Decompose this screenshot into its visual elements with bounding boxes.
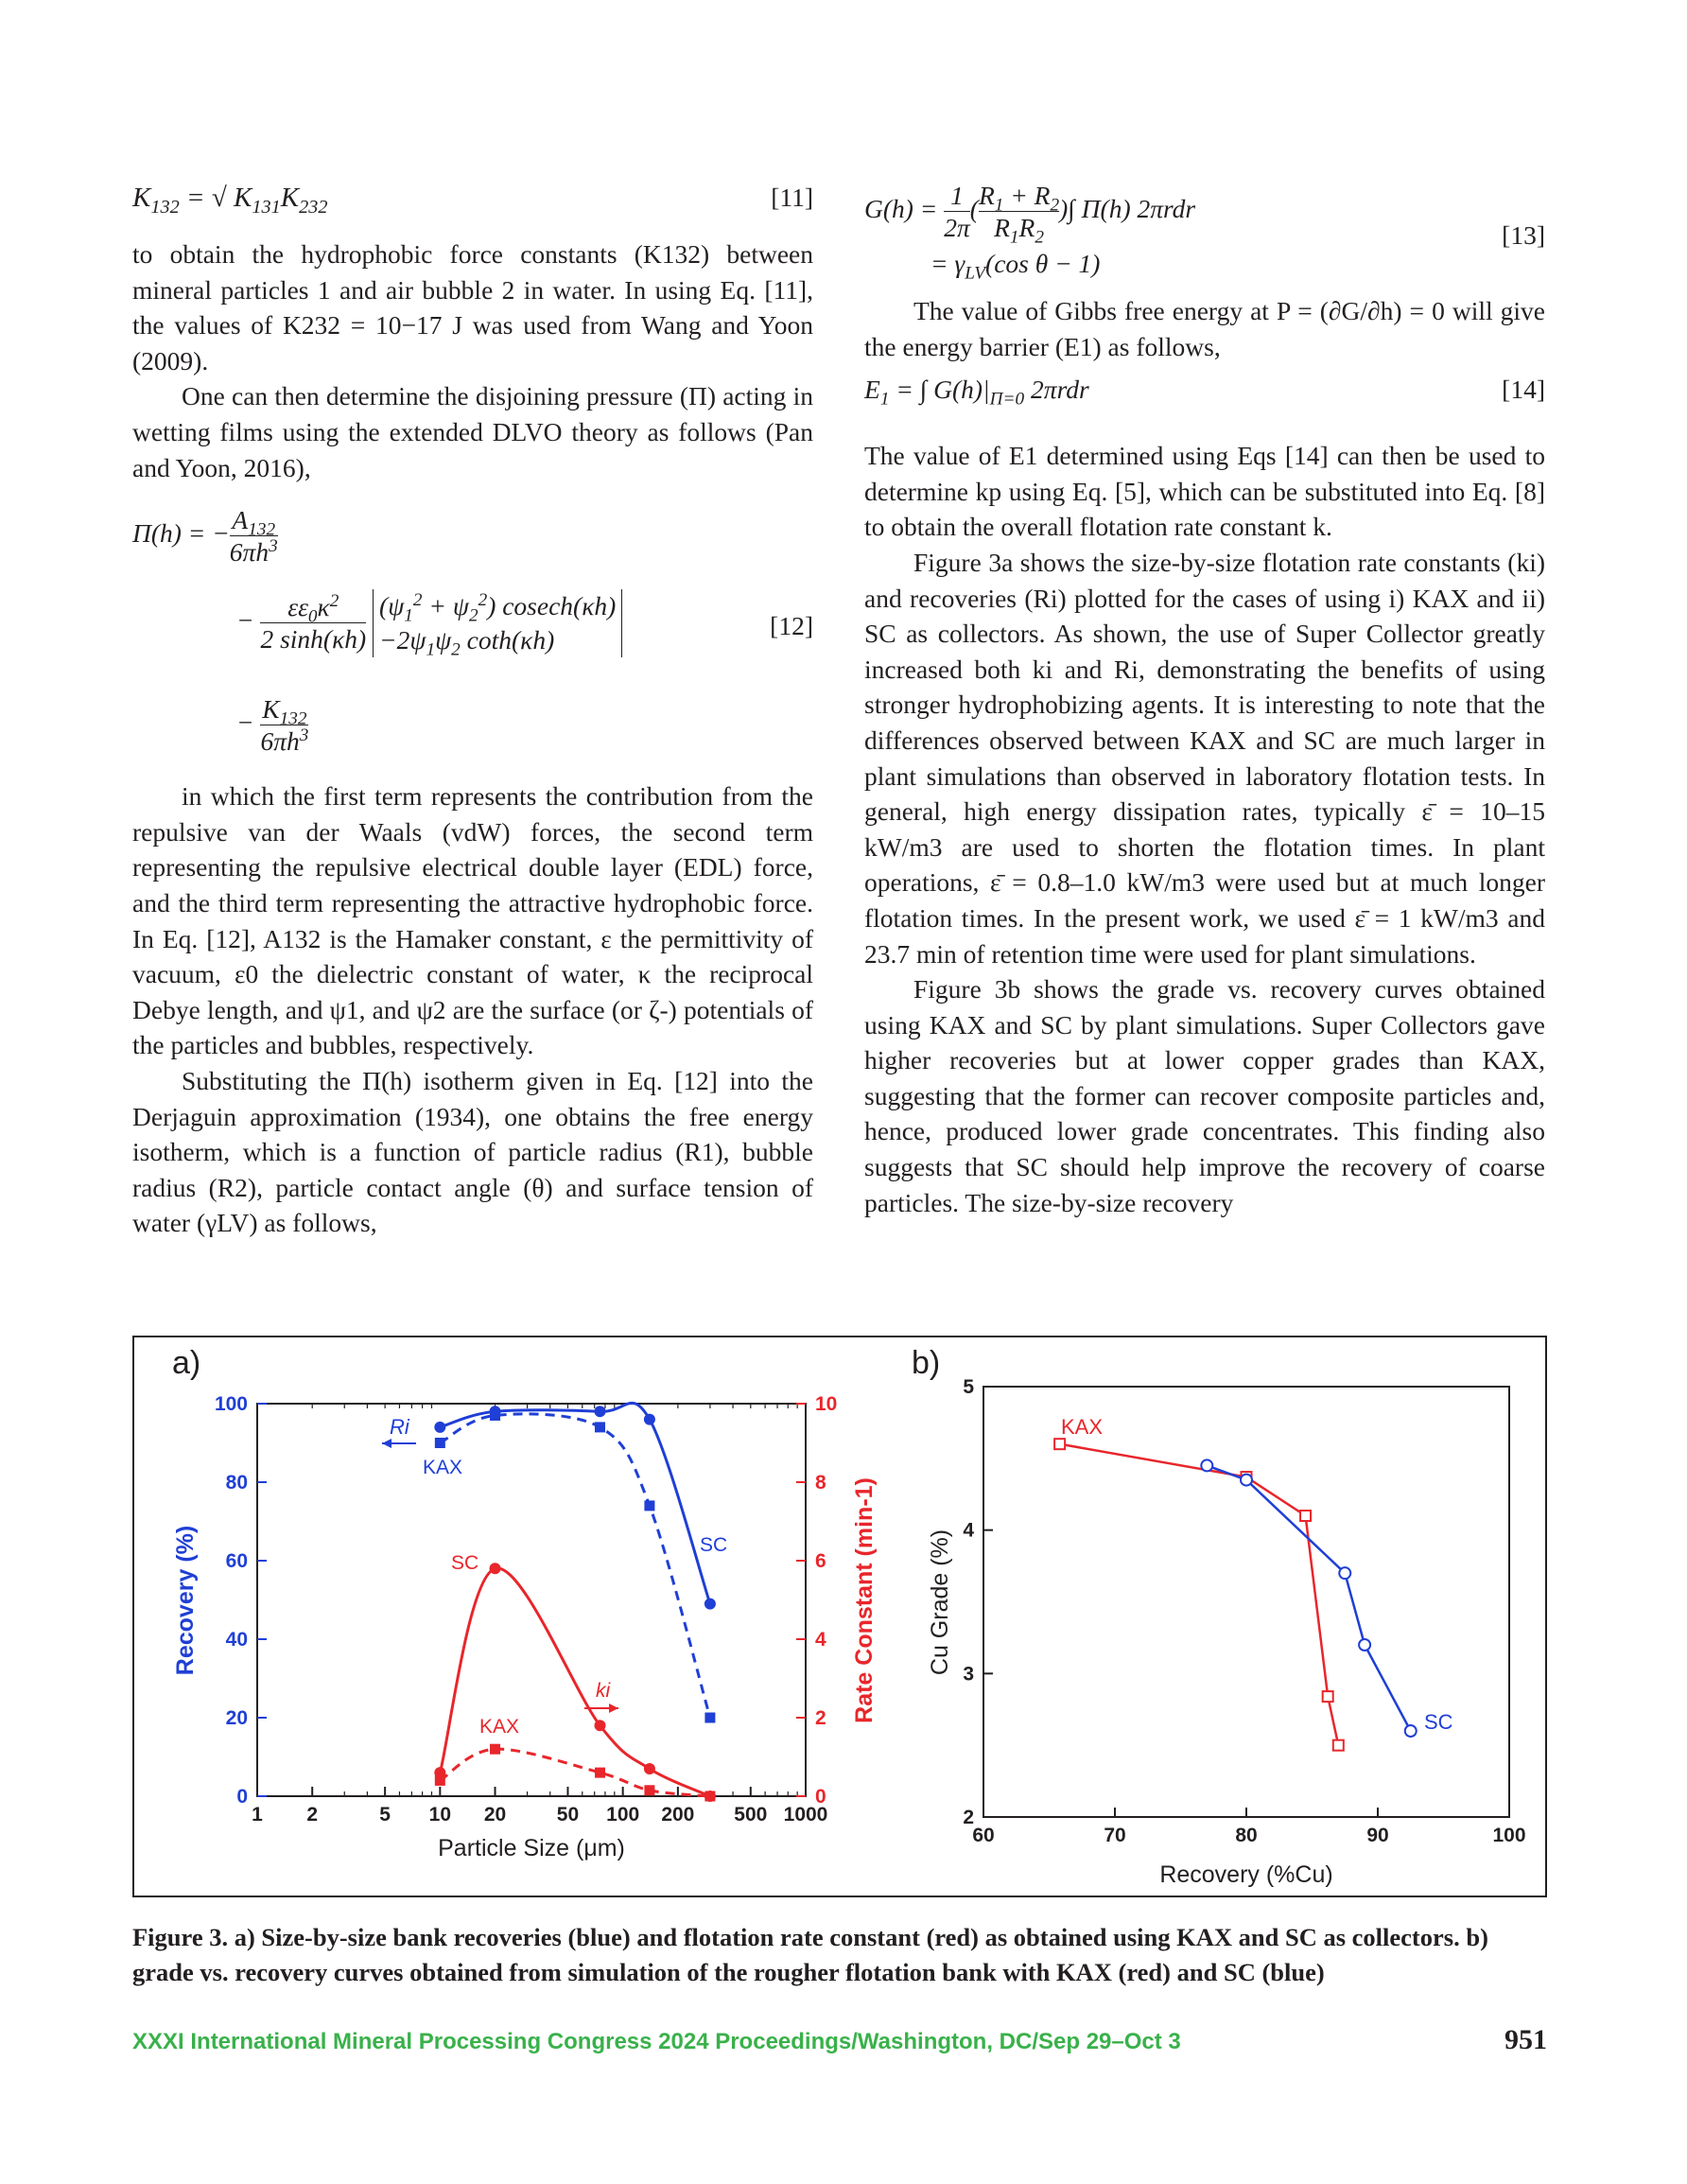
panel-a-y2label: Rate Constant (min-1) <box>851 1477 878 1723</box>
x-tick-label: 60 <box>972 1825 995 1846</box>
equation-number: [11] <box>771 183 813 212</box>
panel-a-ylabel: Recovery (%) <box>172 1525 199 1676</box>
panel-b-frame <box>983 1387 1509 1817</box>
y-tick-label: 60 <box>225 1550 248 1572</box>
page-number: 951 <box>1504 2024 1547 2055</box>
panel-a-xlabel: Particle Size (μm) <box>438 1835 625 1861</box>
panel-a-y-axis <box>215 1393 267 1808</box>
panel-b-y-axis <box>963 1376 993 1828</box>
series-line <box>1207 1465 1410 1731</box>
x-tick-label: 100 <box>1492 1825 1526 1846</box>
right-column <box>864 180 1545 1220</box>
equation-12: Π(h) = − $\frac{A_{132}}{6\pi h^3}$ − $\frac{\varepsilon\varepsilon_0\kappa^2}{2 \sinh(\kappa h)}$ $(\psi_1^2 + \psi_2^2)$ cosech(κh) $-2\psi_1\psi_2$ coth(κh) − $\frac{K_{132}}{6\pi h^3}$ [12] <box>132 505 813 757</box>
data-point <box>644 1763 655 1774</box>
left-column <box>132 180 813 1241</box>
data-point <box>1333 1740 1344 1751</box>
x-tick-label: 1000 <box>783 1804 828 1826</box>
series-line <box>1060 1444 1339 1746</box>
panel-b-series <box>1054 1439 1417 1751</box>
series-line <box>440 1749 710 1796</box>
paragraph: in which the first term represents the contribution from the repulsive van der Waals (vdW) forces, the second term representing the repulsive electrical double layer (EDL) force, and the third term representing the attractive hydrophobic force. In Eq. [12], A132 is the Hamaker constant, ε the permittivity of vacuum, ε0 the dielectric constant of water, κ the reciprocal Debye length, and ψ1, and ψ2 are the surface (or ζ-) potentials of the particles and bubbles, respectively. <box>132 781 813 1060</box>
data-point <box>704 1791 715 1802</box>
figure-svg <box>134 1337 1545 1896</box>
x-tick-label: 200 <box>661 1804 695 1826</box>
y2-tick-label: 6 <box>815 1550 826 1572</box>
x-tick-label: 50 <box>556 1804 580 1826</box>
data-point <box>490 1410 500 1421</box>
equation-number: [12] <box>770 611 813 641</box>
figure-caption: Figure 3. a) Size-by-size bank recoveries (blue) and flotation rate constant (red) as obtained using KAX and SC as collectors. b) grade vs. recovery curves obtained from simulation of the rougher flotation bank with KAX (red) and SC (blue) <box>132 1923 1488 1986</box>
y2-tick-label: 2 <box>815 1707 826 1729</box>
data-point <box>490 1744 500 1755</box>
equation-number: [14] <box>1502 375 1545 405</box>
paragraph: Figure 3b shows the grade vs. recovery curves obtained using KAX and SC by plant simulations. Super Collectors gave higher recoveries but at lower copper grades than KAX, suggesting that the former can recover composite particles and, hence, produced lower grade concentrates. This finding also suggests that SC should help improve the recovery of coarse particles. The size-by-size recovery <box>864 974 1545 1217</box>
data-point <box>1241 1475 1252 1486</box>
y-tick-label: 100 <box>214 1393 248 1415</box>
x-tick-label: 5 <box>379 1804 391 1826</box>
data-point <box>1405 1725 1417 1737</box>
equation-13: G(h) = $\frac{1}{2\pi}$ ( $\frac{R_1 + R_2}{R_1R_2}$ )∫ Π(h) 2πrdr = $\gamma_{LV}(\cos$ θ − 1) [13] <box>864 181 1545 284</box>
data-point <box>644 1785 654 1795</box>
annotation-sc-blue: SC <box>700 1534 728 1556</box>
y-tick-label: 3 <box>963 1663 974 1686</box>
paragraph: Figure 3a shows the size-by-size flotation rate constants (ki) and recoveries (Ri) plotted for the cases of using i) KAX and ii) SC as collectors. As shown, the use of Super Collector greatly increased both ki and Ri, demonstrating the benefits of using stronger hydrophobizing agents. It is interesting to note that the differences observed between KAX and SC are much larger in plant simulations than observed in laboratory flotation tests. In general, high energy dissipation rates, typically ε̄ = 10–15 kW/m3 are used to shorten the flotation times. In plant operations, ε̄ = 0.8–1.0 kW/m3 were used but at much longer flotation times. In the present work, we used ε̄ = 1 kW/m3 and 23.7 min of retention time were used for plant simulations. <box>864 547 1545 969</box>
data-point <box>704 1599 716 1610</box>
arrowhead-ri <box>382 1439 391 1448</box>
data-point <box>435 1438 445 1448</box>
x-tick-label: 20 <box>483 1804 507 1826</box>
footer-text: XXXI International Mineral Processing Congress 2024 Proceedings/Washington, DC/Sep 29–Oct 3 <box>132 2029 1181 2054</box>
data-point <box>595 1720 606 1731</box>
panel-b-xlabel: Recovery (%Cu) <box>1159 1861 1333 1888</box>
y-tick-label: 0 <box>236 1786 248 1808</box>
y2-tick-label: 4 <box>815 1629 826 1651</box>
x-tick-label: 500 <box>734 1804 768 1826</box>
panel-a-label: a) <box>172 1345 201 1381</box>
data-point <box>1339 1567 1350 1579</box>
annotation-ki: ki <box>596 1680 611 1702</box>
data-point <box>644 1414 655 1425</box>
y-tick-label: 20 <box>225 1707 248 1729</box>
panel-a-series <box>434 1403 716 1802</box>
x-tick-label: 1 <box>252 1804 263 1826</box>
equation-number: [13] <box>1502 220 1545 250</box>
x-tick-label: 70 <box>1104 1825 1126 1846</box>
legend-sc: SC <box>1424 1710 1453 1734</box>
x-tick-label: 10 <box>428 1804 452 1826</box>
panel-b-label: b) <box>912 1345 941 1381</box>
data-point <box>595 1406 606 1417</box>
y2-tick-label: 0 <box>815 1786 826 1808</box>
series-line <box>440 1403 710 1603</box>
equation-14: $E_1$ = ∫ $G(h)|_{\Pi=0}$ 2πrdr [14] <box>864 372 1545 438</box>
panel-a-frame <box>257 1404 806 1796</box>
legend-kax: KAX <box>1061 1415 1104 1439</box>
data-point <box>434 1422 445 1433</box>
panel-a-y2-axis <box>796 1393 837 1808</box>
x-tick-label: 2 <box>306 1804 319 1826</box>
x-tick-label: 80 <box>1235 1825 1258 1846</box>
paragraph: The value of E1 determined using Eqs [14] can then be used to determine kp using Eq. [5], which can be substituted into Eq. [8] to obtain the overall flotation rate constant k. <box>864 441 1545 542</box>
data-point <box>490 1563 501 1574</box>
y-tick-label: 4 <box>963 1519 974 1542</box>
data-point <box>1359 1639 1370 1651</box>
data-point <box>704 1713 715 1723</box>
y2-tick-label: 8 <box>815 1472 826 1494</box>
annotation-kax-red: KAX <box>479 1716 520 1738</box>
data-point <box>435 1775 445 1786</box>
y-tick-label: 80 <box>225 1472 248 1494</box>
panel-b-ylabel: Cu Grade (%) <box>927 1529 953 1676</box>
data-point <box>595 1422 605 1432</box>
data-point <box>1323 1691 1333 1702</box>
paragraph: The value of Gibbs free energy at P = (∂G/∂h) = 0 will give the energy barrier (E1) as follows, <box>864 296 1545 361</box>
y-tick-label: 5 <box>963 1376 974 1398</box>
data-point <box>1300 1511 1311 1521</box>
series-line <box>440 1568 710 1796</box>
paragraph: to obtain the hydrophobic force constants (K132) between mineral particles 1 and air bubble 2 in water. In using Eq. [11], the values of K232 = 10−17 J was used from Wang and Yoon (2009). <box>132 239 813 376</box>
y-tick-label: 2 <box>963 1807 974 1828</box>
x-tick-label: 90 <box>1366 1825 1389 1846</box>
equation-11: $K_{132}$ = √ $K_{131}K_{232}$ [11] <box>132 180 813 236</box>
arrowhead-ki <box>609 1704 618 1713</box>
data-point <box>1054 1439 1065 1449</box>
x-tick-label: 100 <box>606 1804 640 1826</box>
paragraph: One can then determine the disjoining pressure (Π) acting in wetting films using the extended DLVO theory as follows (Pan and Yoon, 2016), <box>132 381 813 482</box>
figure-3 <box>132 1336 1547 1897</box>
annotation-kax-blue: KAX <box>423 1457 463 1478</box>
y-tick-label: 40 <box>225 1629 248 1651</box>
annotation-sc-red: SC <box>451 1552 479 1574</box>
y2-tick-label: 10 <box>815 1393 838 1415</box>
data-point <box>595 1768 605 1778</box>
data-point <box>644 1500 654 1511</box>
panel-b-x-axis <box>972 1808 1525 1846</box>
paragraph: Substituting the Π(h) isotherm given in Eq. [12] into the Derjaguin approximation (1934), one obtains the free energy isotherm, which is a function of particle radius (R1), bubble radius (R2), particle contact angle (θ) and surface tension of water (γLV) as follows, <box>132 1065 813 1238</box>
data-point <box>1201 1459 1212 1471</box>
series-line <box>440 1414 710 1718</box>
annotation-ri: Ri <box>390 1415 409 1439</box>
